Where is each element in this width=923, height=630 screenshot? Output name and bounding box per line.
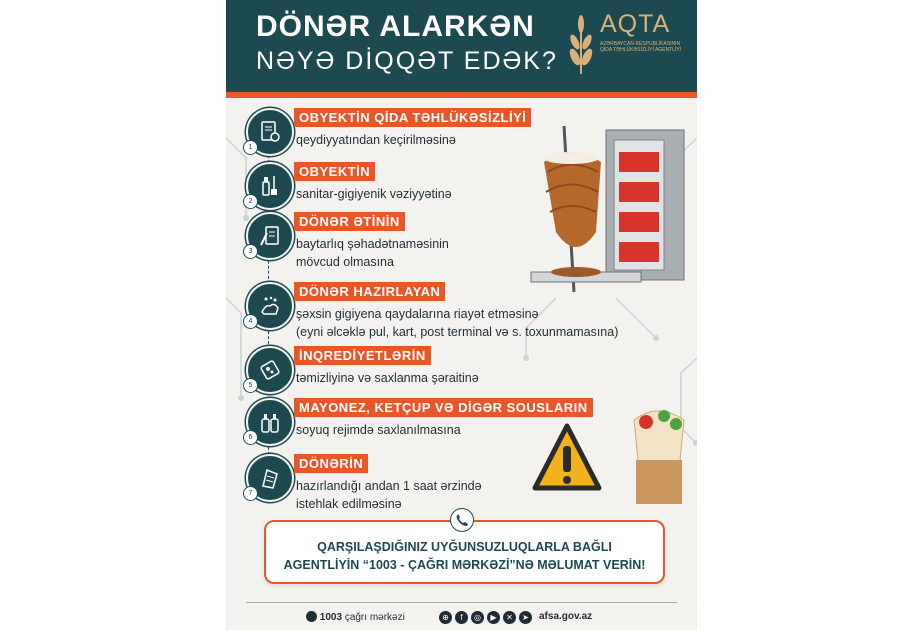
step-description: hazırlandığı andan 1 saat ərzində istehlak edilməsinə xyxy=(296,479,482,511)
telegram-icon[interactable]: ➤ xyxy=(519,611,532,624)
facebook-icon[interactable]: f xyxy=(455,611,468,624)
phone-icon xyxy=(450,508,474,532)
step-title: OBYEKTİN QİDA TƏHLÜKƏSİZLİYİ xyxy=(294,108,531,127)
step-title: DÖNƏR ƏTİNİN xyxy=(294,212,405,231)
step-description: təmizliyinə və saxlanma şəraitinə xyxy=(296,371,479,385)
globe-icon[interactable]: ⊕ xyxy=(439,611,452,624)
header-stripe xyxy=(226,92,697,98)
youtube-icon[interactable]: ▶ xyxy=(487,611,500,624)
step-description: qeydiyyatından keçirilməsinə xyxy=(296,133,456,147)
step-number: 4 xyxy=(243,314,258,329)
callout-text-line1: QARŞILAŞDIĞINIZ UYĞUNSUZLUQLARLA BAĞLI xyxy=(317,540,612,554)
step-title: OBYEKTİN xyxy=(294,162,375,181)
step-description: baytarlıq şəhadətnaməsinin mövcud olmasına xyxy=(296,237,449,269)
step-number: 5 xyxy=(243,378,258,393)
step-title: MAYONEZ, KETÇUP VƏ DİGƏR SOUSLARIN xyxy=(294,398,593,417)
step-number: 7 xyxy=(243,486,258,501)
doner-wrap-icon xyxy=(626,400,691,508)
page-subtitle: NƏYƏ DİQQƏT EDƏK? xyxy=(256,47,558,75)
step-number: 1 xyxy=(243,140,258,155)
page-title: DÖNƏR ALARKƏN xyxy=(256,10,535,43)
step-title: DÖNƏRİN xyxy=(294,454,368,473)
footer-hotline[interactable] xyxy=(306,611,405,623)
phone-small-icon xyxy=(306,611,317,622)
x-icon[interactable]: ✕ xyxy=(503,611,516,624)
hotline-label: çağrı mərkəzi xyxy=(344,612,405,623)
instagram-icon[interactable]: ◎ xyxy=(471,611,484,624)
logo-subtitle: AZƏRBAYCAN RESPUBLİKASININ QİDA TƏHLÜKƏSİZLİYİ AGENTLİYİ xyxy=(600,41,682,53)
step-number: 3 xyxy=(243,244,258,259)
footer-divider xyxy=(246,602,677,603)
warning-sign-icon xyxy=(531,420,603,500)
doner-grill-icon xyxy=(526,122,691,302)
website-link[interactable]: afsa.gov.az xyxy=(539,611,593,622)
step-number: 2 xyxy=(243,194,258,209)
step-description: şəxsin gigiyena qaydalarına riayət etməsinə (eyni əlcəklə pul, kart, post terminal və s. toxunmamasına) xyxy=(296,307,619,339)
step-title: DÖNƏR HAZIRLAYAN xyxy=(294,282,445,301)
logo-text: AQTA xyxy=(600,10,671,38)
step-title: İNQREDİYETLƏRİN xyxy=(294,346,431,365)
step-number: 6 xyxy=(243,430,258,445)
step-description: sanitar-gigiyenik vəziyyətinə xyxy=(296,187,452,201)
hotline-number: 1003 xyxy=(319,612,343,623)
wheat-logo-icon xyxy=(566,12,596,74)
callout-text-line2: AGENTLİYİN “1003 - ÇAĞRI MƏRKƏZİ”NƏ MƏLUMAT VERİN! xyxy=(283,558,646,572)
poster xyxy=(226,0,697,630)
step-description: soyuq rejimdə saxlanılmasına xyxy=(296,423,461,437)
